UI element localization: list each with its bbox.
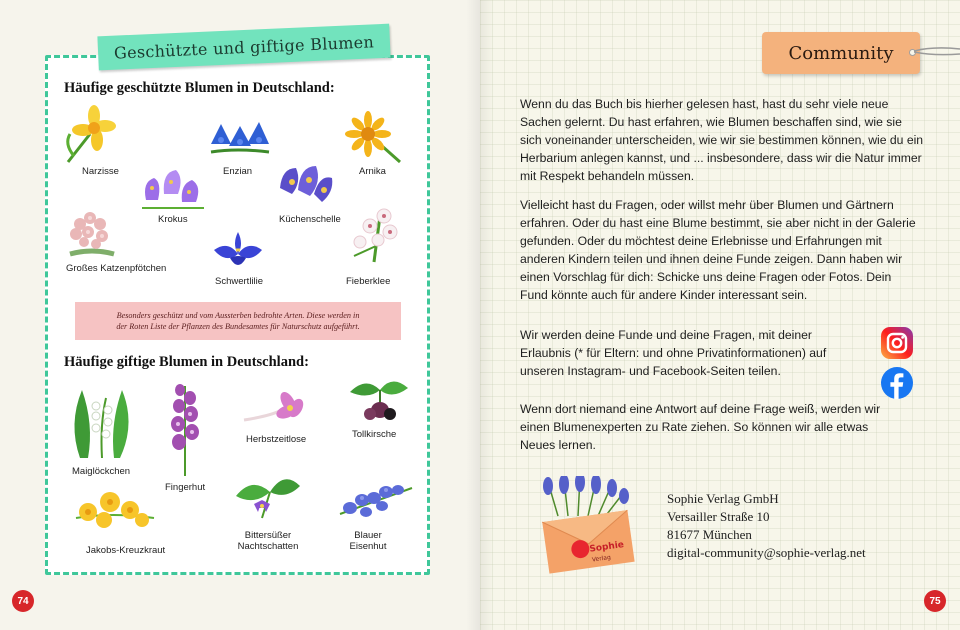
label-herbstzeitlose: Herbstzeitlose <box>246 434 307 445</box>
label-fieberklee: Fieberklee <box>346 276 391 287</box>
narzisse-image <box>60 104 120 166</box>
label-katzenpfoetchen: Großes Katzenpfötchen <box>66 263 167 274</box>
paragraph-3: Wir werden deine Funde und deine Fragen, mit deiner Erlaubnis (* für Eltern: und ohne Privatinformationen) auf unseren Instagram- und Facebook-Seiten teilen. <box>520 328 827 378</box>
label-kuechenschelle: Küchenschelle <box>279 214 341 225</box>
label-krokus: Krokus <box>158 214 188 225</box>
address-email[interactable]: digital-community@sophie-verlag.net <box>667 545 866 560</box>
katzenpfoetchen-image <box>66 208 118 258</box>
label-jakobs-kreuzkraut: Jakobs-Kreuzkraut <box>86 545 166 556</box>
community-title: Community <box>788 42 894 64</box>
publisher-address <box>667 490 866 562</box>
page-number-right: 75 <box>924 590 946 612</box>
address-company: Sophie Verlag GmbH <box>667 491 779 506</box>
facebook-icon[interactable] <box>880 366 914 400</box>
label-maigloeckchen: Maiglöckchen <box>72 466 131 477</box>
label-fingerhut: Fingerhut <box>165 482 206 493</box>
address-street: Versailler Straße 10 <box>667 509 770 524</box>
address-city: 81677 München <box>667 527 752 542</box>
instagram-icon[interactable] <box>880 326 914 360</box>
red-list-notice <box>75 302 401 340</box>
bittersuesser-nachtschatten-image <box>230 466 306 522</box>
label-narzisse: Narzisse <box>82 166 119 177</box>
maigloeckchen-image <box>66 384 138 460</box>
jakobs-kreuzkraut-image <box>72 488 158 536</box>
herbstzeitlose-image <box>240 390 306 430</box>
label-arnika: Arnika <box>359 166 386 177</box>
logo-text: Sophie <box>588 540 625 555</box>
label-tollkirsche: Tollkirsche <box>352 429 397 440</box>
fingerhut-image <box>168 380 202 478</box>
paragraph-2: Vielleicht hast du Fragen, oder willst mehr über Blumen und Gärtnern erfahren. Oder du hast eine Blume bestimmt, sie aber nicht in der Galerie gefunden. Oder du möchtest deine Erlebnisse und Erfahrungen mit anderen Kindern teilen und ihnen deine Funde zeigen. Dann haben wir einen Vorschlag für dich: Schicke uns deine Fragen oder Fotos. Dein Fund könnte auch für andere Kinder interessant sein. <box>520 198 916 302</box>
paragraph-4: Wenn dort niemand eine Antwort auf deine Frage weiß, werden wir einen Blumenexperten zu Rate ziehen. So können wir alle etwas Neues lernen. <box>520 402 881 452</box>
paragraph-1: Wenn du das Buch bis hierher gelesen hast, hast du sehr viele neue Sachen gelernt. Du hast erfahren, wie Blumen beschaffen sind, wie sie sich voneinander unterscheiden, wie wir sie bestimmen können, wie du ein Herbarium anlegen kannst, und ... insbesondere, dass wir die Natur immer mit Respekt behandeln müssen. <box>520 97 924 183</box>
fieberklee-image <box>344 206 406 264</box>
notice-line-2: der Roten Liste der Pflanzen des Bundesamtes für Naturschutz aufgeführt. <box>116 322 360 331</box>
label-bittersuesser-nachtschatten: Bittersüßer Nachtschatten <box>237 530 299 552</box>
label-schwertlilie: Schwertlilie <box>215 276 264 287</box>
logo-subtext: Verlag <box>591 553 612 564</box>
kuechenschelle-image <box>276 160 336 210</box>
sophie-verlag-envelope-logo <box>538 476 640 576</box>
poisonous-heading: Häufige giftige Blumen in Deutschland: <box>64 354 309 370</box>
blauer-eisenhut-image <box>336 474 416 524</box>
card-title: Geschützte und giftige Blumen <box>113 31 375 63</box>
page-number-left: 74 <box>12 590 34 612</box>
enzian-image <box>207 118 273 160</box>
tag-string <box>914 44 960 58</box>
notice-line-1: Besonders geschützt und vom Aussterben bedrohte Arten. Diese werden in <box>116 311 360 320</box>
community-tag <box>762 32 920 74</box>
arnika-image <box>342 110 404 166</box>
tollkirsche-image <box>346 374 412 424</box>
krokus-image <box>140 164 206 210</box>
label-blauer-eisenhut: Blauer Eisenhut <box>349 530 387 552</box>
label-enzian: Enzian <box>223 166 253 177</box>
protected-heading: Häufige geschützte Blumen in Deutschland: <box>64 80 335 96</box>
book-gutter <box>466 0 494 630</box>
schwertlilie-image <box>210 228 266 272</box>
